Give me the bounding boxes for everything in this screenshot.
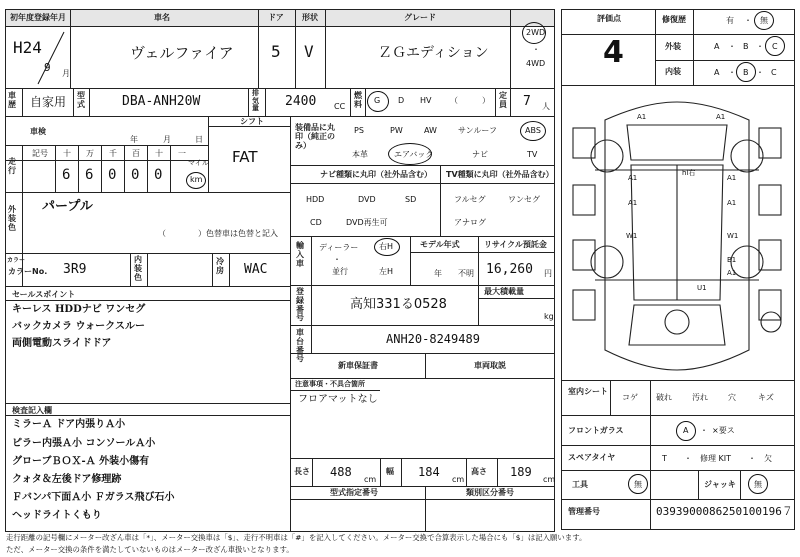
control-label: 管理番号 [568,507,600,516]
color-no-caption: カラー [7,257,26,264]
score-label: 評価点 [597,14,621,23]
doors: 5 [271,42,281,61]
ac-label: 冷房 [216,257,224,275]
inspection-month-unit: 月 [163,135,171,144]
cabin-dirt: 汚れ [692,393,708,402]
cabin-hole: 穴 [728,393,736,402]
footer-line-1: 走行距離の記号欄にメーター改ざん車は「*」、メーター交換車は「$」、走行不明車は「#」を記入してください。メーター交換で合算表示した場合にも「$」は記入願います。 [6,533,587,542]
digit-5: 0 [154,167,163,183]
equip-navi: ナビ [472,150,488,159]
mark-a1-front-left: A1 [637,113,647,121]
model-year-unit: 年 [434,269,442,278]
shift-label: シフト [240,117,264,126]
unit-mile: マイル [188,159,209,167]
exterior-b: B [743,42,749,51]
door-label: ドア [268,13,284,22]
inspection-label: 車検 [30,127,46,136]
fuel-label: 燃料 [354,91,362,109]
unit-km: km [190,175,203,184]
reg-era: H24 [13,38,42,57]
digit-2: 6 [85,167,94,183]
navi-hdd: HDD [306,195,325,204]
equip-aw: AW [424,126,437,135]
digit-4: 0 [131,167,140,183]
tools-value: 無 [634,480,642,489]
spare-dot1: ・ [684,454,692,463]
import-dealer: ディーラー [319,243,359,252]
interior-dot1: ・ [728,68,736,77]
navi-label: ナビ種類に丸印（社外品含む） [320,170,432,179]
length-label: 長さ [294,467,310,476]
digit-header-2: 万 [86,149,94,158]
windshield-replace: ×要ス [712,426,735,435]
inspector-line-6: ヘッドライトくもり [12,510,102,521]
cabin-tear: 破れ [656,393,672,402]
tv-label: TV種類に丸印（社外品含む） [446,170,554,179]
repair-yes: 有 [726,16,734,25]
exterior-label: 外装 [665,42,681,51]
interior-a: A [714,68,720,77]
interior-c: C [771,68,777,77]
import-dot: ・ [333,255,341,264]
mileage-note-label: 記号 [32,149,48,158]
shift-value: FAT [232,148,258,166]
equip-abs: ABS [525,126,541,135]
inspector-line-5: Ｆバンパ下面Ａ小 Ｆガラス飛び石小 [12,492,175,503]
ac-value: WAC [244,262,268,277]
inspector-line-4: クォタ＆左後ドア修理跡 [12,474,122,485]
sales-line-1: キーレス HDDナビ ワンセグ [12,304,146,315]
shape-label: 形状 [302,13,318,22]
inspector-label: 検査記入欄 [12,406,52,415]
displacement: 2400 [285,94,317,109]
fuel-hv: HV [420,96,432,105]
mark-w1-left: W1 [626,232,638,240]
tv-fullseg: フルセグ [454,195,486,204]
mileage-label: 走行 [8,157,16,175]
width-label: 幅 [386,467,394,476]
drive-4wd: 4WD [526,59,546,68]
usage-value: 自家用 [30,95,67,109]
mark-a1-front-right: A1 [716,113,726,121]
car-damage-diagram [565,100,790,375]
sales-line-3: 両側電動スライドドア [12,338,112,349]
grade-label: グレード [404,13,436,22]
mark-hl-right: hl右 [682,169,696,177]
exterior-dot1: ・ [728,42,736,51]
mark-a1-right-2: A1 [727,199,737,207]
digit-header-1: 十 [63,149,71,158]
length-value: 488 [330,465,352,479]
footer-line-2: ただ、メーター交換の条件を満たしていないものはメーター改ざん車扱いとなります。 [6,545,294,554]
chassis-value: ANH20-8249489 [386,332,480,346]
mark-a1-right-1: A1 [727,174,737,182]
import-left-h: 左H [379,267,394,276]
equip-ps: PS [354,126,364,135]
grade: ＺＧエディション [378,45,489,61]
mark-a1-right-3: A1 [727,269,737,277]
exterior-c: C [772,42,778,51]
sales-label: セールスポイント [12,290,76,299]
navi-cd: CD [310,218,322,227]
interior-dot2: ・ [756,68,764,77]
inspection-day-unit: 日 [195,135,203,144]
interior-color-label: 内装色 [134,255,142,282]
digit-1: 6 [62,167,71,183]
spare-label: スペアタイヤ [568,453,616,462]
spare-missing: 欠 [764,454,772,463]
inspection-year-unit: 年 [130,135,138,144]
windshield-a: A [683,426,689,435]
drive-2wd: 2WD [526,28,546,37]
height-value: 189 [510,465,532,479]
tools-label: 工具 [572,480,588,489]
color-note: （ ）色替車は色替と記入 [158,229,278,238]
interior-grade-label: 内装 [665,67,681,76]
new-car-warranty: 新車保証書 [338,361,378,370]
shape: V [304,42,314,61]
import-label: 輸入車 [296,241,304,268]
length-unit: cm [364,475,377,484]
equipment-label: 装備品に丸印（純正のみ） [295,123,335,150]
windshield-dot: ・ [700,426,708,435]
windshield-label: フロントガラス [568,426,624,435]
cabin-scratch: キズ [758,393,774,402]
navi-dvd-play: DVD再生可 [346,218,388,227]
repair-label: 修復歴 [662,15,686,24]
width-value: 184 [418,465,440,479]
mark-a1-left-2: A1 [628,199,638,207]
equip-pw: PW [390,126,403,135]
equip-tv: TV [527,150,538,159]
reg-month: 9 [44,61,51,74]
fuel-paren-open: （ [450,96,458,105]
score-value: 4 [603,35,624,70]
vehicle-manual: 車両取説 [474,361,506,370]
max-load-label: 最大積載量 [484,287,524,296]
jack-value: 無 [754,480,762,489]
usage-label: 車歴 [8,91,16,109]
car-name-label: 車名 [154,13,170,22]
inspector-line-3: グローブＢＯＸ-Ａ 外装小傷有 [12,456,150,467]
recycle-unit: 円 [544,269,552,278]
digit-header-3: 千 [109,149,117,158]
mark-u1-rear: U1 [697,284,707,292]
fuel-paren-close: ） [482,96,490,105]
model-year-unknown: 不明 [458,269,474,278]
class-number-label: 類別区分番号 [466,488,514,497]
max-load-unit: kg [544,312,554,321]
import-parallel: 並行 [332,267,348,276]
car-name: ヴェルファイア [130,44,234,62]
type-number-label: 型式指定番号 [330,488,378,497]
model-label: 型式 [77,91,85,109]
mark-a1-left-1: A1 [628,174,638,182]
color-no-label: カラーNo. [8,267,48,276]
exterior-a: A [714,42,720,51]
tv-oneseg: ワンセグ [508,195,540,204]
remarks-label: 注意事項・不具合箇所 [295,380,365,388]
width-unit: cm [452,475,465,484]
color-no-value: 3R9 [63,262,87,277]
height-label: 高さ [471,467,487,476]
spare-dot2: ・ [748,454,756,463]
remarks-text: フロアマットなし [298,394,378,405]
navi-sd: SD [405,195,417,204]
spare-t: T [662,454,667,463]
digit-3: 0 [108,167,117,183]
registration-value: 高知331る0528 [350,297,447,312]
repair-none: 無 [760,16,768,25]
import-right-h: 右H [379,242,394,251]
color-value: パープル [42,199,93,214]
model-year-label: モデル年式 [420,240,460,249]
cabin-label: 室内シート [568,387,608,396]
drive-dot: ・ [532,45,540,54]
sales-line-2: バックカメラ ウォークスルー [12,321,145,332]
mark-w1-right: W1 [727,232,739,240]
cc-unit: CC [334,102,346,111]
height-unit: cm [543,475,556,484]
mark-b1-right: B1 [727,256,737,264]
capacity-unit: 人 [542,102,550,111]
interior-b: B [743,68,749,77]
inspector-line-1: ミラーＡ ドア内張りＡ小 [12,419,126,430]
inspector-line-2: ピラー内張Ａ小 コンソールＡ小 [12,438,156,449]
tv-analog: アナログ [454,218,486,227]
equip-airbag: エアバック [394,150,434,159]
capacity: 7 [523,94,531,109]
navi-dvd: DVD [358,195,376,204]
registration-label: 登録番号 [296,287,304,323]
digit-header-5: 十 [155,149,163,158]
jack-label: ジャッキ [704,480,736,489]
model-code: DBA-ANH20W [122,94,201,109]
chassis-label: 車台番号 [296,328,304,364]
equip-sunroof: サンルーフ [458,126,497,135]
reg-month-unit: 月 [62,69,70,78]
capacity-label: 定員 [499,91,507,109]
color-label: 外装色 [8,205,16,232]
recycle-label: リサイクル預託金 [484,240,547,249]
spare-repair-kit: 修理 KIT [700,454,732,463]
recycle-value: 16,260 [486,262,533,277]
digit-header-4: 百 [132,149,140,158]
control-value: 0393900086250100196７ [656,505,793,518]
digit-header-6: 一 [178,149,186,158]
equip-leather: 本革 [352,150,368,159]
fuel-g: G [374,96,381,105]
year-label: 初年度登録年月 [10,13,66,22]
repair-dot: ・ [744,16,752,25]
exterior-dot2: ・ [756,42,764,51]
fuel-d: D [398,96,405,105]
displacement-label: 排気量 [252,89,259,113]
cabin-koge: コゲ [622,393,638,402]
